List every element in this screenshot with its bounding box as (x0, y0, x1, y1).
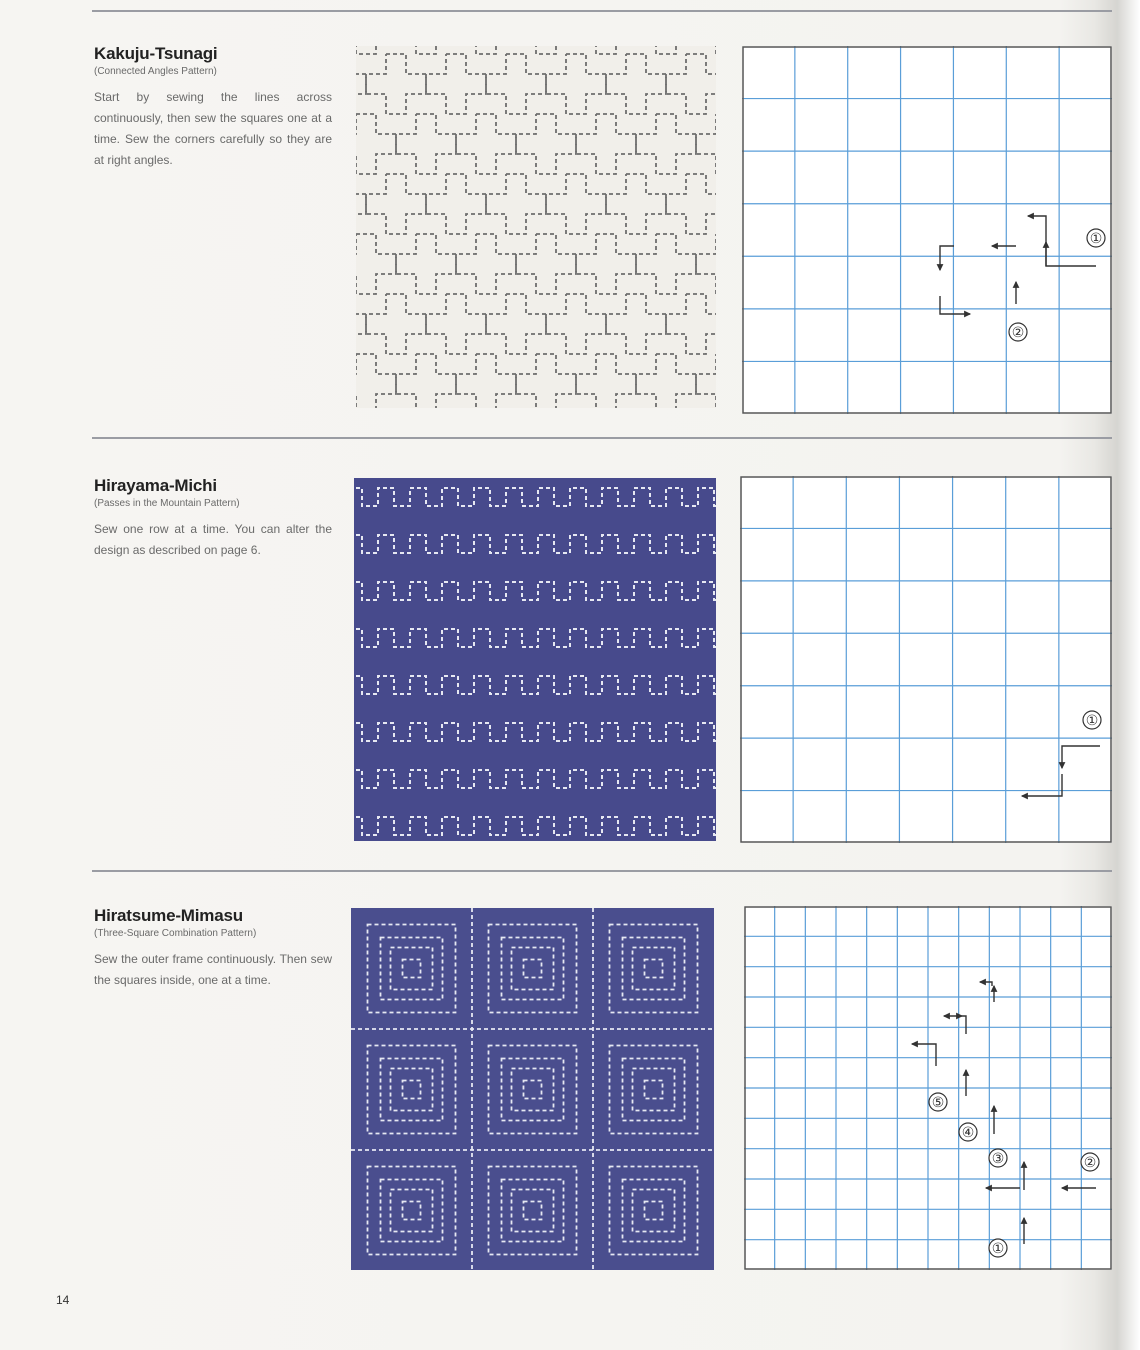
diagram-paper (740, 476, 1112, 843)
pattern-2-diagram (740, 476, 1112, 843)
diagram-3-step-1: ① (991, 1241, 1005, 1257)
fabric-background (354, 478, 716, 841)
pattern-1-text (94, 44, 332, 171)
pattern-1-sample-photo (356, 46, 716, 408)
diagram-paper (742, 46, 1112, 414)
diagram-3-step-2: ② (1083, 1155, 1097, 1171)
pattern-1-description: Start by sewing the lines across continuously, then sew the squares one at a time. Sew the corners carefully so they are at right angles. (94, 90, 332, 167)
pattern-1-diagram (742, 46, 1112, 414)
pattern-3-diagram (744, 906, 1112, 1270)
pattern-2-subtitle: (Passes in the Mountain Pattern) (94, 498, 240, 509)
diagram-3-step-3: ③ (991, 1151, 1005, 1167)
section-divider-2 (92, 870, 1112, 872)
pattern-2-text (94, 476, 332, 561)
pattern-2-title: Hirayama-Michi (94, 476, 217, 495)
section-divider-1 (92, 437, 1112, 439)
pattern-3-text (94, 906, 332, 991)
pattern-1-title: Kakuju-Tsunagi (94, 44, 218, 63)
diagram-2-step-1: ① (1085, 713, 1099, 729)
pattern-3-title: Hiratsume-Mimasu (94, 906, 243, 925)
pattern-1-subtitle: (Connected Angles Pattern) (94, 66, 217, 77)
pattern-3-description: Sew the outer frame continuously. Then sew the squares inside, one at a time. (94, 952, 332, 987)
pattern-2-sample-photo (354, 478, 716, 841)
page-number: 14 (56, 1293, 70, 1307)
section-divider-top (92, 10, 1112, 12)
diagram-3-step-5: ⑤ (931, 1095, 945, 1111)
fabric-background (351, 908, 714, 1270)
diagram-3-step-4: ④ (961, 1125, 975, 1141)
pattern-3-subtitle: (Three-Square Combination Pattern) (94, 928, 257, 939)
diagram-1-step-1: ① (1089, 231, 1103, 247)
pattern-2-description: Sew one row at a time. You can alter the design as described on page 6. (94, 522, 332, 557)
pattern-3-sample-photo (351, 908, 714, 1270)
diagram-1-step-2: ② (1011, 325, 1025, 341)
